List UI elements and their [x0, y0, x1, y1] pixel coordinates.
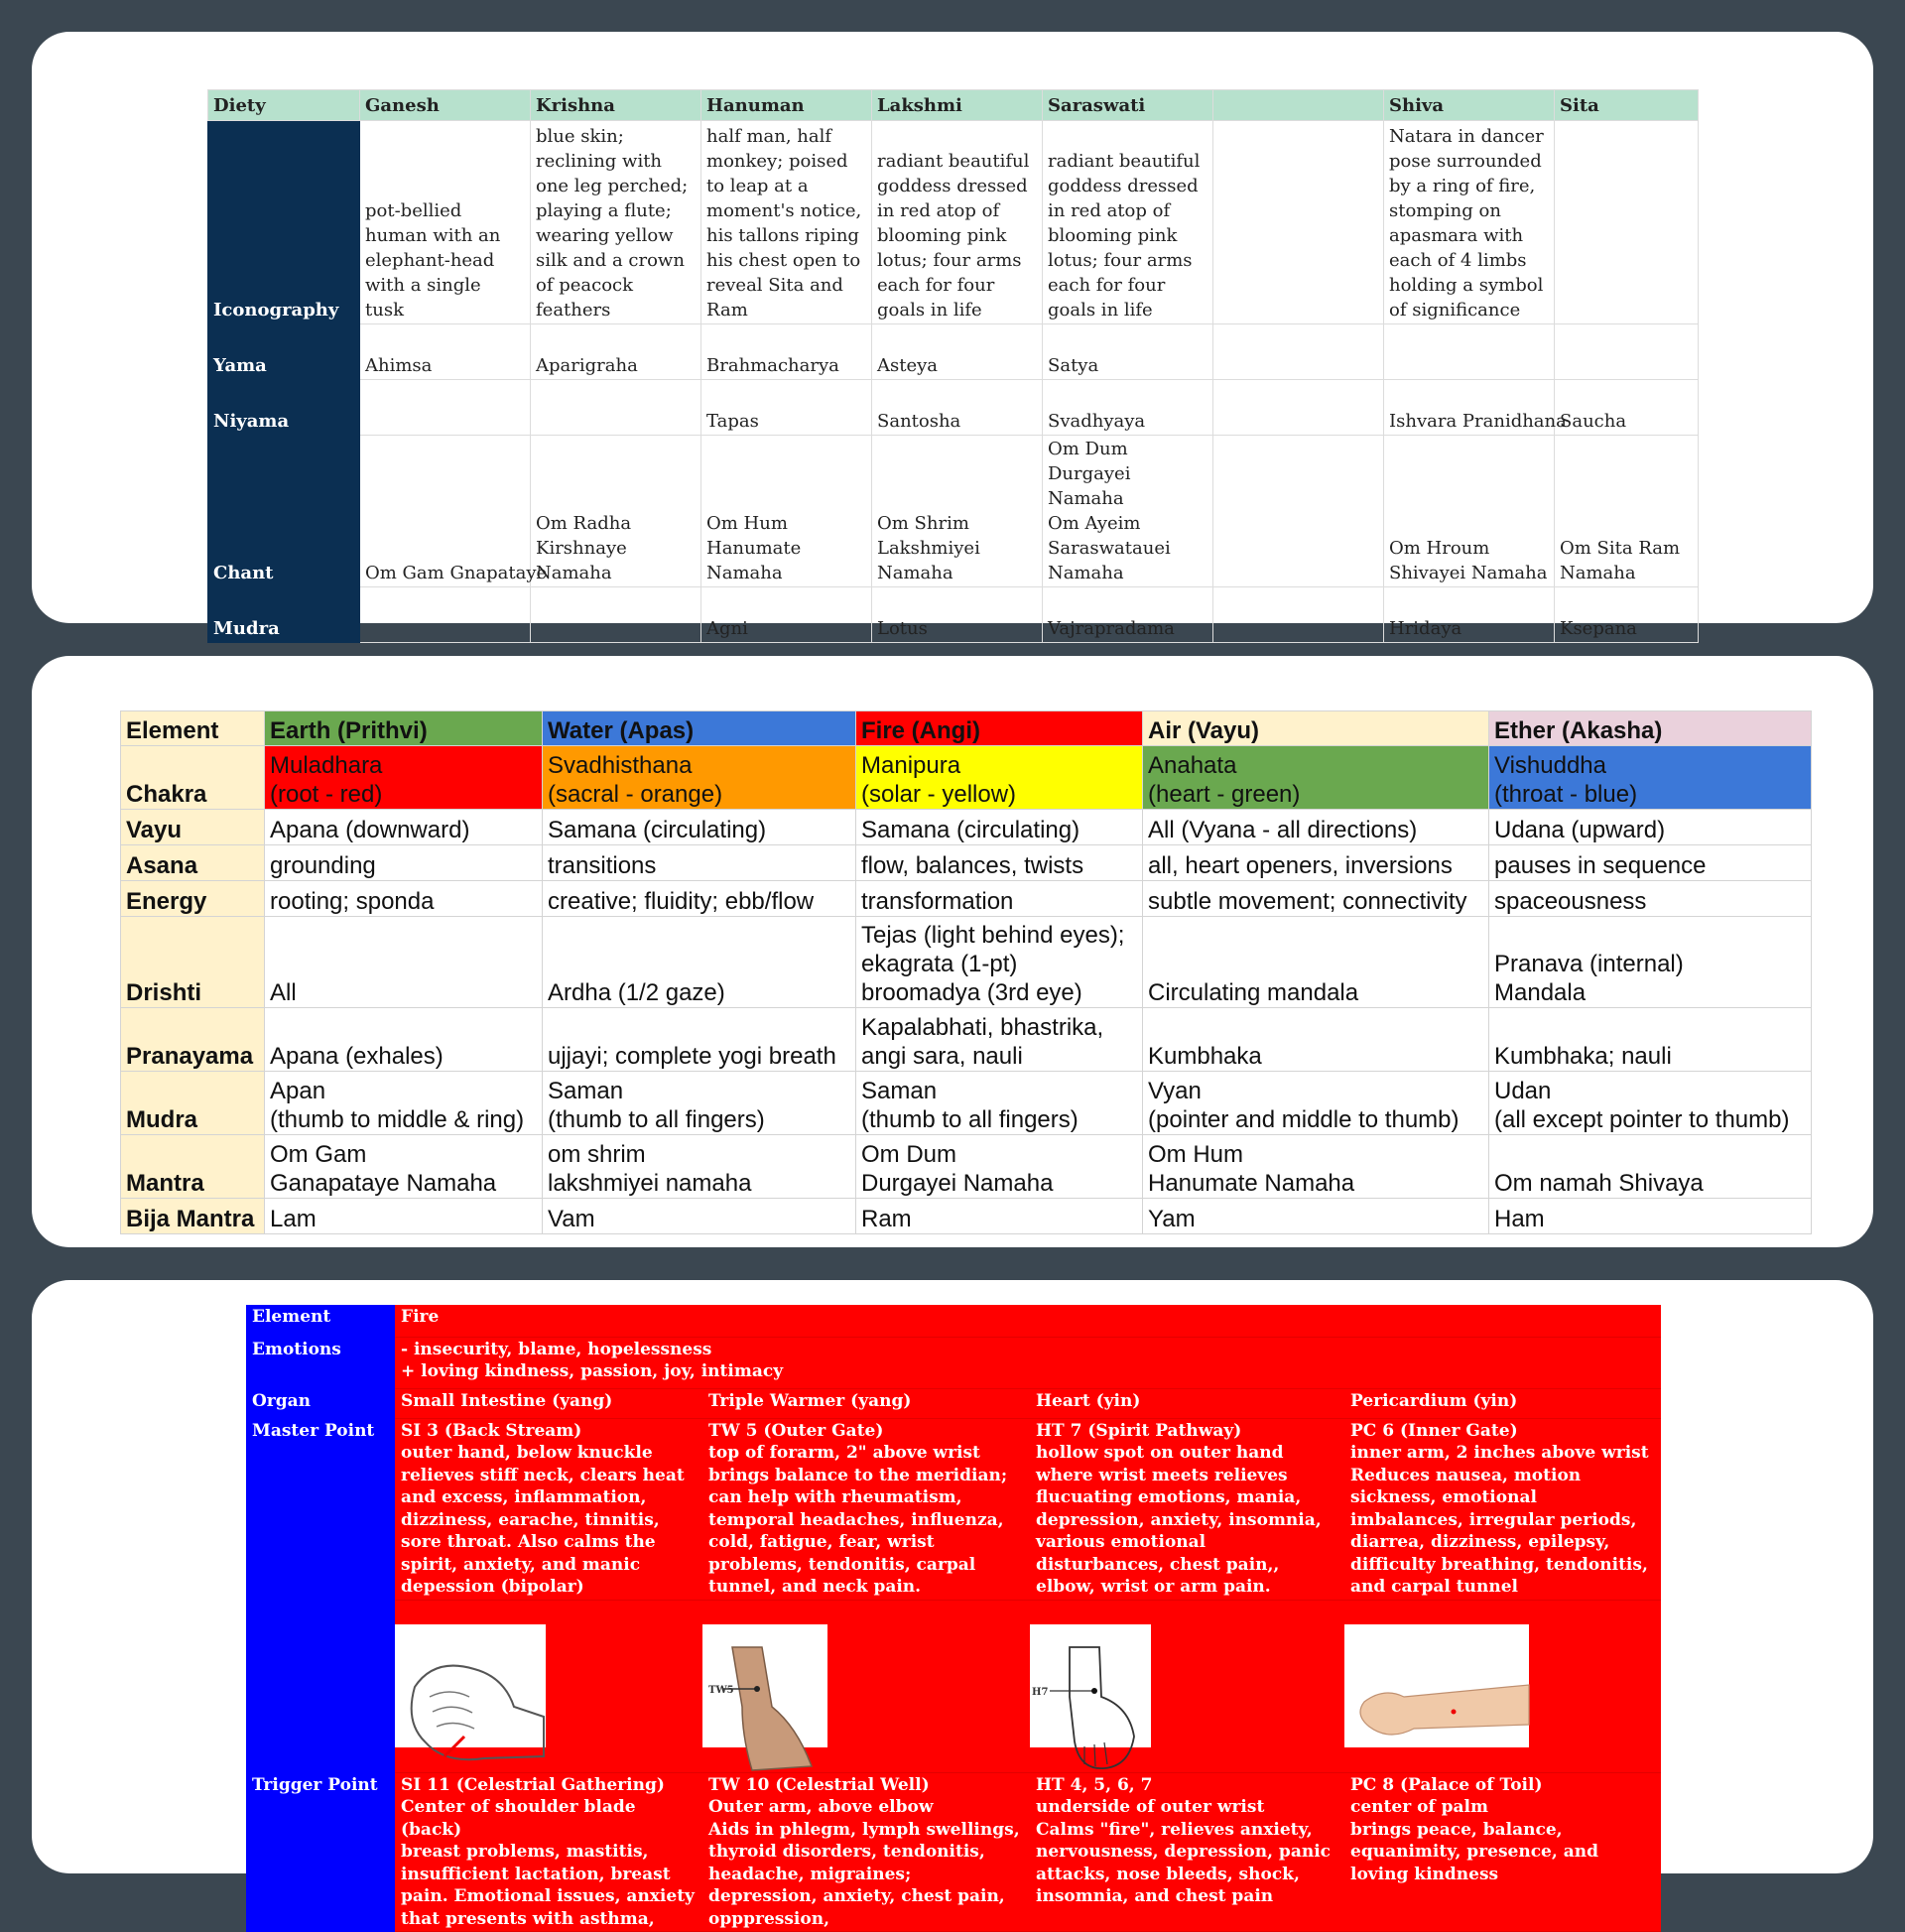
element-panel — [32, 656, 1873, 1247]
organ-cell: Pericardium (yin) — [1344, 1388, 1661, 1418]
table-cell: Vajrapradama — [1043, 587, 1213, 643]
table-cell — [360, 587, 531, 643]
h7-label: H7 — [1032, 1686, 1049, 1698]
chakra-cell: Anahata (heart - green) — [1143, 746, 1489, 810]
table-cell: transformation — [856, 881, 1143, 917]
organ-cell: Small Intestine (yang) — [395, 1388, 702, 1418]
header-cell: Earth (Prithvi) — [265, 711, 543, 746]
table-cell: Natara in dancer pose surrounded by a ring of fire, stomping on apasmara with each of 4 limbs holding a symbol of significance — [1384, 121, 1555, 324]
organ-row — [246, 1388, 1661, 1418]
element-table — [120, 710, 1812, 1234]
header-cell: Lakshmi — [872, 90, 1043, 121]
table-cell: All (Vyana - all directions) — [1143, 810, 1489, 845]
master-point-cell: SI 3 (Back Stream) outer hand, below knuckle relieves stiff neck, clears heat and excess, inflammation, dizziness, earache, tinnitis, sore throat. Also calms the spirit, anxiety, and manic depession (bipolar) — [395, 1418, 702, 1600]
table-cell: Brahmacharya — [701, 324, 872, 380]
row-label: Trigger Point — [246, 1772, 395, 1932]
table-cell: Kapalabhati, bhastrika, angi sara, nauli — [856, 1008, 1143, 1072]
chakra-cell: Manipura (solar - yellow) — [856, 746, 1143, 810]
row-label: Pranayama — [121, 1008, 265, 1072]
table-cell: Pranava (internal) Mandala — [1489, 917, 1812, 1008]
table-row — [121, 881, 1812, 917]
row-label: Chant — [208, 436, 360, 587]
table-cell: Apana (exhales) — [265, 1008, 543, 1072]
forearm-illustration — [702, 1624, 827, 1747]
row-label: Energy — [121, 881, 265, 917]
table-cell: pot-bellied human with an elephant-head with a single tusk — [360, 121, 531, 324]
header-cell: Water (Apas) — [543, 711, 856, 746]
table-cell: Samana (circulating) — [543, 810, 856, 845]
table-cell — [1213, 324, 1384, 380]
table-cell: Om Hroum Shivayei Namaha — [1384, 436, 1555, 587]
row-label: Asana — [121, 845, 265, 881]
row-label: Vayu — [121, 810, 265, 845]
table-cell: Asteya — [872, 324, 1043, 380]
image-cell — [702, 1600, 1030, 1772]
table-cell — [1555, 324, 1699, 380]
table-cell: Aparigraha — [531, 324, 701, 380]
table-cell: Om Dum Durgayei Namaha — [856, 1135, 1143, 1199]
table-cell: Tapas — [701, 380, 872, 436]
table-cell: Saman (thumb to all fingers) — [543, 1072, 856, 1135]
table-cell — [1213, 121, 1384, 324]
row-label: Iconography — [208, 121, 360, 324]
table-cell: Om namah Shivaya — [1489, 1135, 1812, 1199]
chakra-cell: Muladhara (root - red) — [265, 746, 543, 810]
table-cell: Tejas (light behind eyes); ekagrata (1-pt) broomadya (3rd eye) — [856, 917, 1143, 1008]
trigger-point-cell: TW 10 (Celestrial Well) Outer arm, above elbow Aids in phlegm, lymph swellings, thyroid disorders, tendonitis, headache, migraines; depression, anxiety, chest pain, opppression, — [702, 1772, 1030, 1932]
table-row — [208, 324, 1699, 380]
table-cell: om shrim lakshmiyei namaha — [543, 1135, 856, 1199]
row-label: Emotions — [246, 1337, 395, 1388]
header-cell: Saraswati — [1043, 90, 1213, 121]
image-row — [246, 1600, 1661, 1772]
table-row — [208, 380, 1699, 436]
table-cell: Circulating mandala — [1143, 917, 1489, 1008]
deity-panel — [32, 32, 1873, 639]
header-cell: Shiva — [1384, 90, 1555, 121]
row-label: Element — [246, 1305, 395, 1337]
wrist-palm-illustration — [1030, 1624, 1151, 1747]
table-cell: Ksepana — [1555, 587, 1699, 643]
table-cell — [1555, 121, 1699, 324]
inner-arm-illustration — [1344, 1624, 1529, 1747]
row-label: Chakra — [121, 746, 265, 810]
table-cell — [531, 380, 701, 436]
header-cell: Air (Vayu) — [1143, 711, 1489, 746]
header-cell: Element — [121, 711, 265, 746]
table-cell: Ahimsa — [360, 324, 531, 380]
table-cell: Satya — [1043, 324, 1213, 380]
row-label: Drishti — [121, 917, 265, 1008]
table-row — [121, 1199, 1812, 1234]
table-cell: Om Gam Ganapataye Namaha — [265, 1135, 543, 1199]
table-cell: Hridaya — [1384, 587, 1555, 643]
table-row — [121, 1008, 1812, 1072]
table-cell: blue skin; reclining with one leg perched; playing a flute; wearing yellow silk and a crown of peacock feathers — [531, 121, 701, 324]
chakra-row — [121, 746, 1812, 810]
table-cell: Agni — [701, 587, 872, 643]
table-cell: Ram — [856, 1199, 1143, 1234]
table-row — [121, 845, 1812, 881]
master-point-row — [246, 1418, 1661, 1600]
table-cell: pauses in sequence — [1489, 845, 1812, 881]
image-cell — [395, 1600, 702, 1772]
table-cell: Om Hum Hanumate Namaha — [1143, 1135, 1489, 1199]
table-cell: Kumbhaka; nauli — [1489, 1008, 1812, 1072]
element-value: Fire — [395, 1305, 1661, 1337]
table-row — [121, 917, 1812, 1008]
element-header-row — [121, 711, 1812, 746]
table-cell: Om Hum Hanumate Namaha — [701, 436, 872, 587]
table-cell: Vyan (pointer and middle to thumb) — [1143, 1072, 1489, 1135]
header-cell: Diety — [208, 90, 360, 121]
row-label: Bija Mantra — [121, 1199, 265, 1234]
tw5-label: TW5 — [708, 1684, 734, 1696]
table-cell: ujjayi; complete yogi breath — [543, 1008, 856, 1072]
table-cell: Svadhyaya — [1043, 380, 1213, 436]
chakra-cell: Vishuddha (throat - blue) — [1489, 746, 1812, 810]
master-point-cell: PC 6 (Inner Gate) inner arm, 2 inches above wrist Reduces nausea, motion sickness, emotional imbalances, irregular periods, diarrea, dizziness, epilepsy, difficulty breathing, tendonitis, and carpal tunnel — [1344, 1418, 1661, 1600]
row-label: Master Point — [246, 1418, 395, 1600]
fire-table — [246, 1305, 1661, 1932]
table-cell — [531, 587, 701, 643]
master-point-cell: HT 7 (Spirit Pathway) hollow spot on outer hand where wrist meets relieves flucuating emotions, mania, depression, anxiety, insomnia, various emotional disturbances, chest pain,, elbow, wrist or arm pain. — [1030, 1418, 1344, 1600]
row-label: Organ — [246, 1388, 395, 1418]
fist-hand-illustration — [395, 1624, 546, 1747]
row-label: Mudra — [208, 587, 360, 643]
element-row — [246, 1305, 1661, 1337]
table-cell: Lam — [265, 1199, 543, 1234]
table-cell: radiant beautiful goddess dressed in red atop of blooming pink lotus; four arms each for four goals in life — [1043, 121, 1213, 324]
table-cell: rooting; sponda — [265, 881, 543, 917]
table-cell: Ishvara Pranidhana — [1384, 380, 1555, 436]
table-cell: Apan (thumb to middle & ring) — [265, 1072, 543, 1135]
header-cell: Fire (Angi) — [856, 711, 1143, 746]
trigger-point-cell: PC 8 (Palace of Toil) center of palm brings peace, balance, equanimity, presence, and loving kindness — [1344, 1772, 1661, 1932]
trigger-point-cell: SI 11 (Celestrial Gathering) Center of shoulder blade (back) breast problems, mastitis, insufficient lactation, breast pain. Emotional issues, anxiety that presents with asthma, — [395, 1772, 702, 1932]
deity-header-row — [208, 90, 1699, 121]
table-cell: Vam — [543, 1199, 856, 1234]
table-row — [208, 436, 1699, 587]
table-cell: radiant beautiful goddess dressed in red atop of blooming pink lotus; four arms each for four goals in life — [872, 121, 1043, 324]
table-row — [208, 587, 1699, 643]
table-cell — [360, 380, 531, 436]
table-cell — [1213, 436, 1384, 587]
table-cell: Samana (circulating) — [856, 810, 1143, 845]
table-cell — [1213, 380, 1384, 436]
table-row — [208, 121, 1699, 324]
master-point-cell: TW 5 (Outer Gate) top of forarm, 2" above wrist brings balance to the meridian; can help with rheumatism, temporal headaches, influenza, cold, fatigue, fear, wrist problems, tendonitis, carpal tunnel, and neck pain. — [702, 1418, 1030, 1600]
table-cell: grounding — [265, 845, 543, 881]
table-cell: Lotus — [872, 587, 1043, 643]
header-cell: Sita — [1555, 90, 1699, 121]
table-row — [121, 1135, 1812, 1199]
table-row — [121, 1072, 1812, 1135]
table-cell: Ham — [1489, 1199, 1812, 1234]
header-cell: Ganesh — [360, 90, 531, 121]
table-cell: Om Sita Ram Namaha — [1555, 436, 1699, 587]
table-cell: half man, half monkey; poised to leap at a moment's notice, his tallons riping his chest open to reveal Sita and Ram — [701, 121, 872, 324]
table-cell: all, heart openers, inversions — [1143, 845, 1489, 881]
row-label: Yama — [208, 324, 360, 380]
table-cell: spaceousness — [1489, 881, 1812, 917]
table-cell: Udana (upward) — [1489, 810, 1812, 845]
table-cell: All — [265, 917, 543, 1008]
trigger-point-row — [246, 1772, 1661, 1932]
table-cell: subtle movement; connectivity — [1143, 881, 1489, 917]
emotions-value: - insecurity, blame, hopelessness + loving kindness, passion, joy, intimacy — [395, 1337, 1661, 1388]
table-cell: creative; fluidity; ebb/flow — [543, 881, 856, 917]
image-cell — [1030, 1600, 1344, 1772]
table-cell: Apana (downward) — [265, 810, 543, 845]
trigger-point-cell: HT 4, 5, 6, 7 underside of outer wrist Calms "fire", relieves anxiety, nervousness, depression, panic attacks, nose bleeds, shock, insomnia, and chest pain — [1030, 1772, 1344, 1932]
table-cell: Om Dum Durgayei Namaha Om Ayeim Saraswatauei Namaha — [1043, 436, 1213, 587]
table-cell: Om Gam Gnapataye — [360, 436, 531, 587]
image-cell — [1344, 1600, 1661, 1772]
chakra-cell: Svadhisthana (sacral - orange) — [543, 746, 856, 810]
table-cell: Saman (thumb to all fingers) — [856, 1072, 1143, 1135]
table-cell: Saucha — [1555, 380, 1699, 436]
header-cell — [1213, 90, 1384, 121]
organ-cell: Heart (yin) — [1030, 1388, 1344, 1418]
table-cell — [1384, 324, 1555, 380]
table-cell: Om Shrim Lakshmiyei Namaha — [872, 436, 1043, 587]
header-cell: Ether (Akasha) — [1489, 711, 1812, 746]
table-cell: flow, balances, twists — [856, 845, 1143, 881]
table-cell — [1213, 587, 1384, 643]
row-label: Mantra — [121, 1135, 265, 1199]
organ-cell: Triple Warmer (yang) — [702, 1388, 1030, 1418]
table-cell: Om Radha Kirshnaye Namaha — [531, 436, 701, 587]
deity-table — [207, 89, 1699, 643]
row-label: Niyama — [208, 380, 360, 436]
fire-panel — [32, 1280, 1873, 1929]
table-row — [121, 810, 1812, 845]
table-cell: Ardha (1/2 gaze) — [543, 917, 856, 1008]
emotions-row — [246, 1337, 1661, 1388]
table-cell: transitions — [543, 845, 856, 881]
table-cell: Yam — [1143, 1199, 1489, 1234]
header-cell: Hanuman — [701, 90, 872, 121]
row-label: Mudra — [121, 1072, 265, 1135]
table-cell: Udan (all except pointer to thumb) — [1489, 1072, 1812, 1135]
table-cell: Kumbhaka — [1143, 1008, 1489, 1072]
header-cell: Krishna — [531, 90, 701, 121]
row-label-empty — [246, 1600, 395, 1772]
table-cell: Santosha — [872, 380, 1043, 436]
